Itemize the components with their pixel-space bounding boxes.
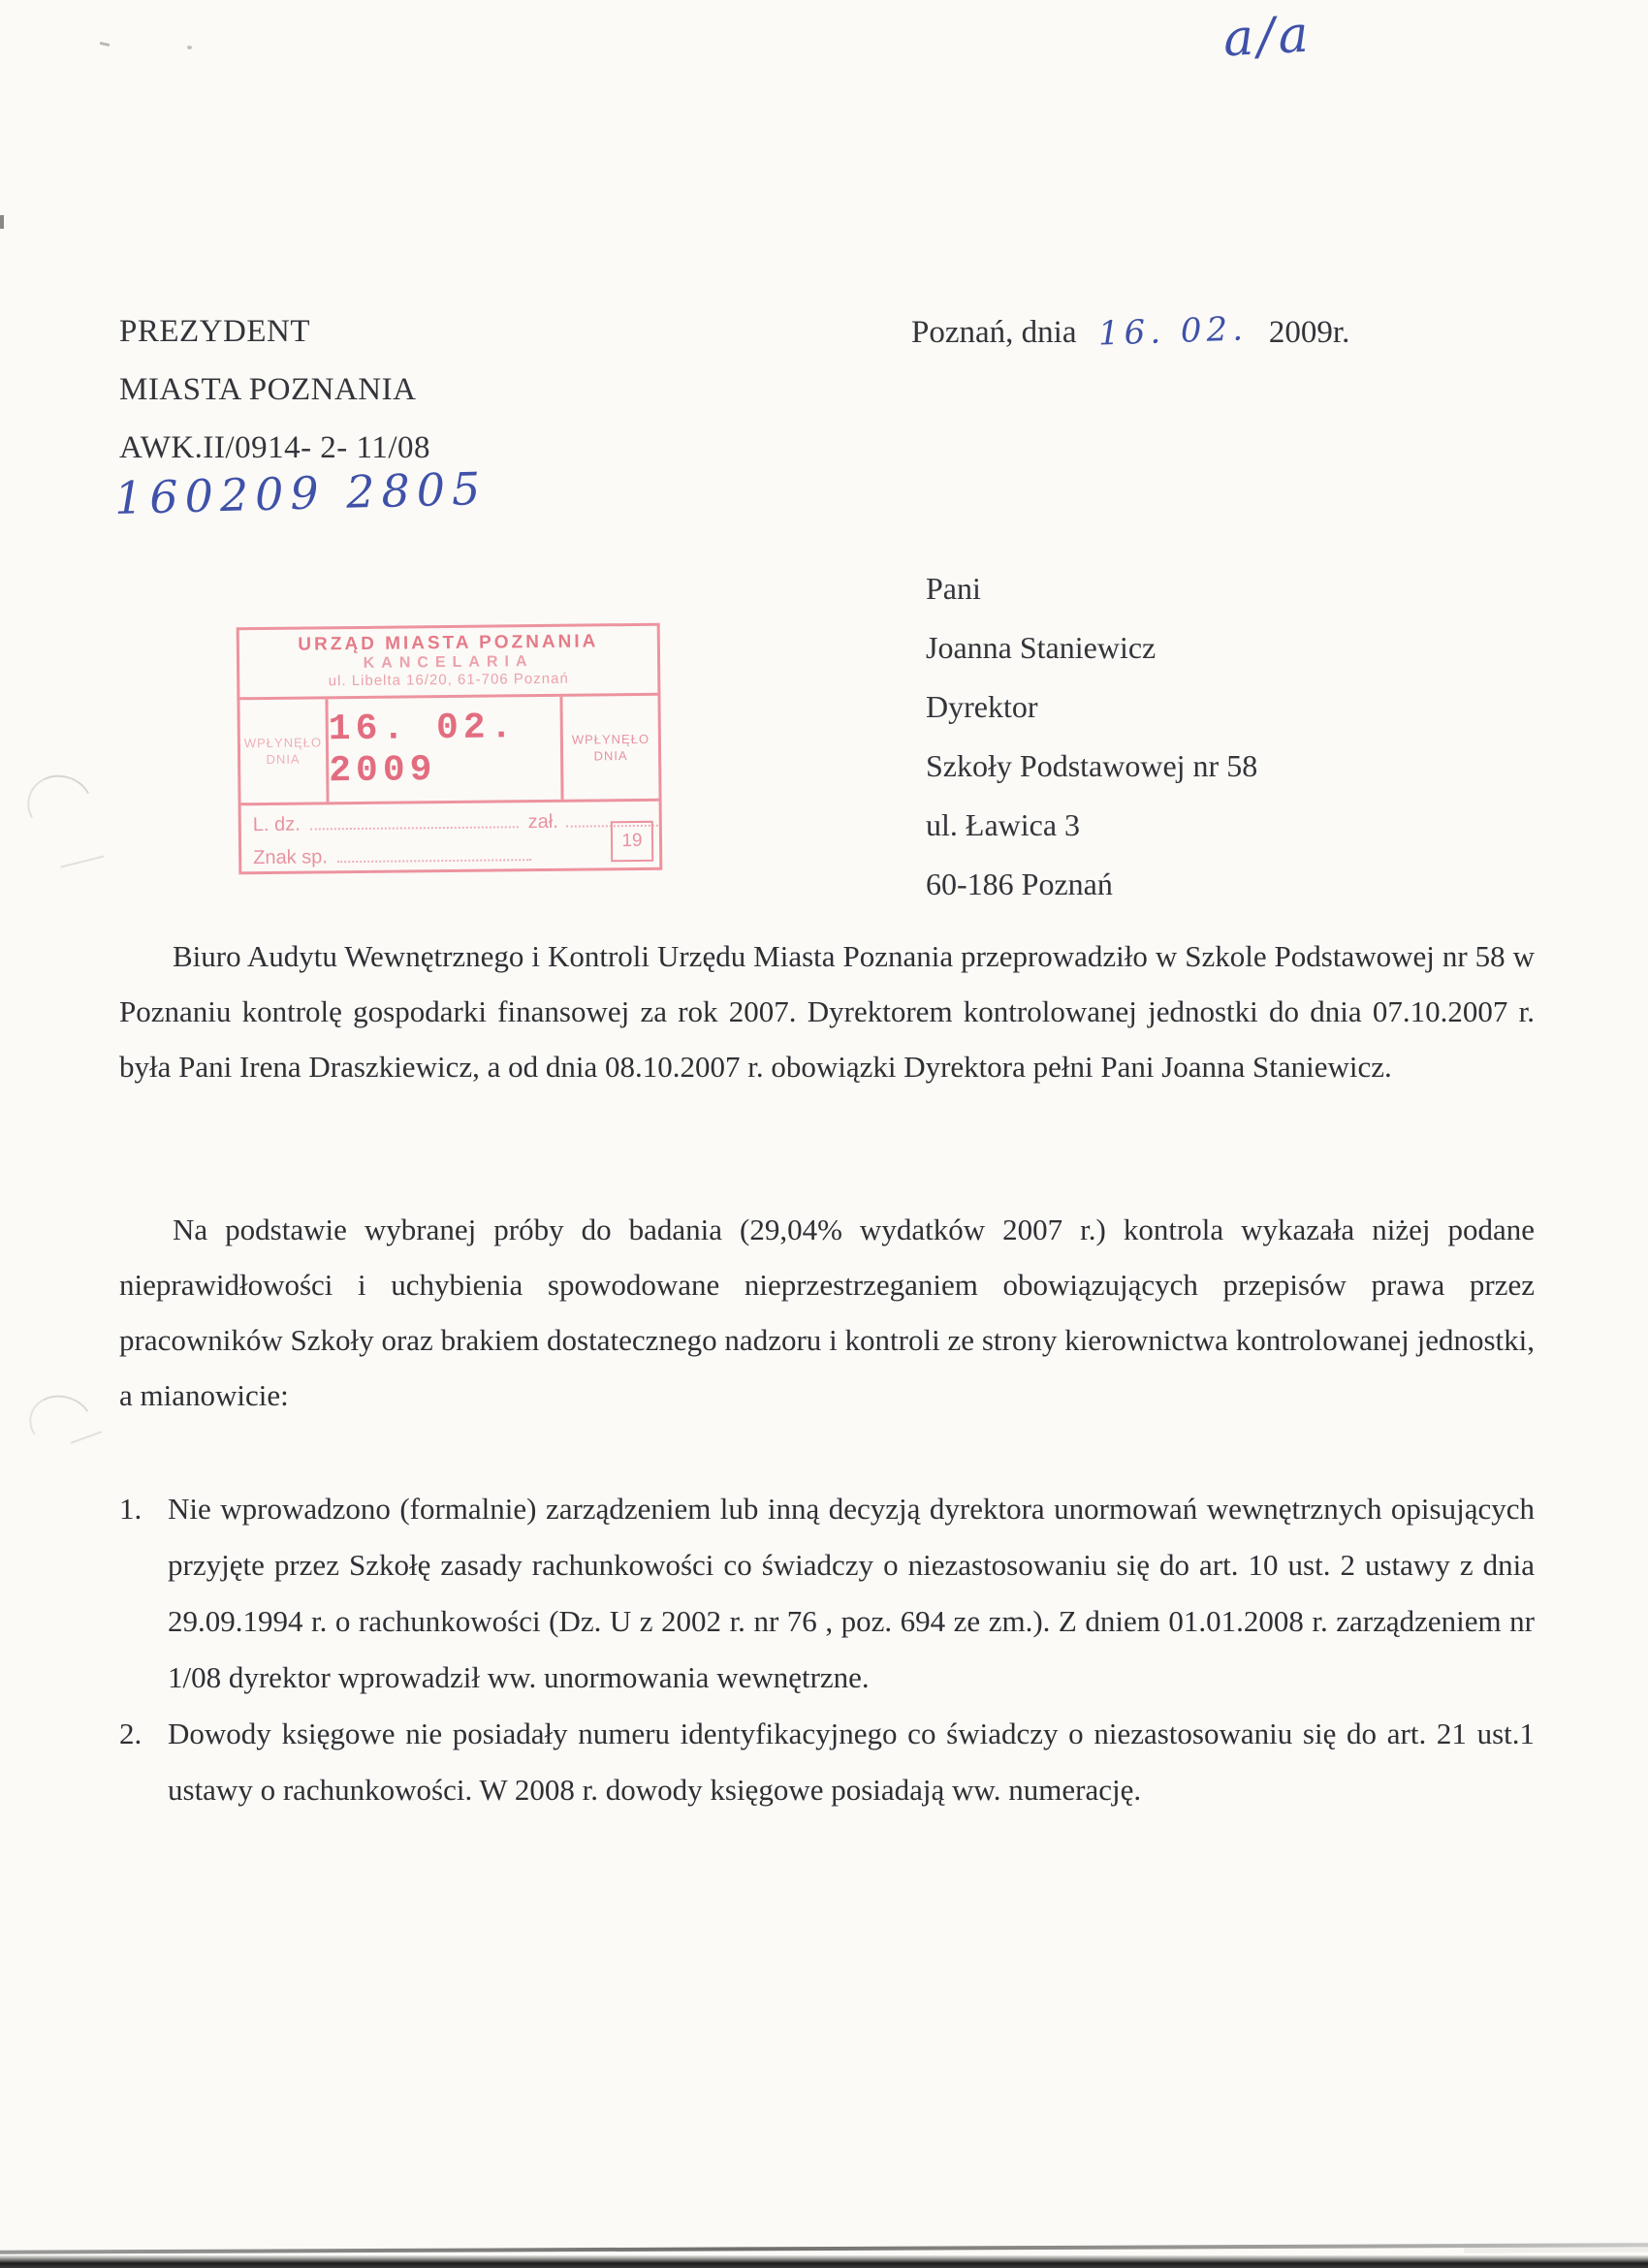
scan-page-edge	[0, 2243, 1648, 2253]
recipient-street: ul. Ławica 3	[926, 807, 1081, 842]
stamp-zal-label: zał.	[527, 810, 558, 834]
body-paragraph-2	[119, 1202, 1535, 1423]
sender-city: MIASTA POZNANIA	[119, 372, 417, 407]
stamp-blank-line	[337, 843, 531, 863]
scan-artifact	[19, 767, 101, 844]
list-item-text: Dowody księgowe nie posiadały numeru identyfikacyjnego co świadczy o niezastosowaniu się do art. 21 ust.1 ustawy o rachunkowości. W 2008 r. dowody księgowe posiadają ww. numerację.	[168, 1717, 1535, 1807]
stamp-received-date: 16. 02. 2009	[328, 707, 518, 793]
stamp-address: ul. Libelta 16/20, 61-706 Poznań	[328, 670, 569, 690]
list-item-number: 1.	[119, 1492, 143, 1526]
list-item-text: Nie wprowadzono (formalnie) zarządzeniem lub inną decyzją dyrektora unormowań wewnętrznych opisujących przyjęte przez Szkołę zasady rachunkowości co świadczy o niezastosowaniu się do art. 10 ust. 2 ustawy z dnia 29.09.1994 r. o rachunkowości (Dz. U z 2002 r. nr 76 , poz. 694 ze zm.). Z dniem 01.01.2008 r. zarządzeniem nr 1/08 dyrektor wprowadził ww. unormowania wewnętrzne.	[168, 1492, 1535, 1694]
scan-artifact	[100, 42, 110, 47]
stamp-department: KANCELARIA	[363, 653, 534, 672]
recipient-salutation: Pani	[926, 571, 981, 606]
paragraph-text: Na podstawie wybranej próby do badania (29,04% wydatków 2007 r.) kontrola wykazała niżej podane nieprawidłowości i uchybienia spowodowane nieprzestrzeganiem obowiązujących przepisów prawa przez pracowników Szkoły oraz brakiem dostatecznego nadzoru i kontroli ze strony kierownictwa kontrolowanej jednostki, a mianowicie:	[119, 1213, 1535, 1412]
scan-artifact	[23, 1388, 99, 1457]
sender-title: PREZYDENT	[119, 314, 310, 349]
recipient-institution: Szkoły Podstawowej nr 58	[926, 748, 1258, 783]
sender-reference-number: AWK.II/0914- 2- 11/08	[119, 430, 430, 465]
dateline-suffix: 2009r.	[1268, 315, 1350, 350]
stamp-blank-line	[310, 810, 519, 830]
stamp-ldz-label: L. dz.	[252, 813, 301, 836]
stamp-received-label-left: WPŁYNĘŁO DNIA	[239, 699, 329, 803]
paragraph-text: Biuro Audytu Wewnętrznego i Kontroli Urzędu Miasta Poznania przeprowadziło w Szkole Podstawowej nr 58 w Poznaniu kontrolę gospodarki finansowej za rok 2007. Dyrektorem kontrolowanej jednostki do dnia 07.10.2007 r. była Pani Irena Draszkiewicz, a od dnia 08.10.2007 r. obowiązki Dyrektora pełni Pani Joanna Staniewicz.	[119, 939, 1535, 1084]
sender-block	[119, 302, 430, 477]
stamp-znak-row	[253, 842, 650, 869]
scan-page-edge	[0, 2255, 1648, 2268]
list-item	[119, 1481, 1535, 1706]
recipient-name: Joanna Staniewicz	[926, 630, 1157, 665]
stamp-header	[239, 626, 658, 701]
recipient-city: 60-186 Poznań	[926, 866, 1113, 901]
stamp-ldz-row	[253, 809, 650, 836]
scan-artifact	[60, 855, 104, 867]
stamp-znak-label: Znak sp.	[253, 846, 328, 869]
handwritten-aa-annotation: a/a	[1221, 5, 1315, 69]
dateline	[911, 309, 1350, 354]
handwritten-date: 16. 02.	[1097, 309, 1249, 354]
findings-list	[119, 1481, 1535, 1818]
list-item	[119, 1706, 1535, 1818]
recipient-block	[926, 559, 1257, 914]
stamp-middle-row	[239, 696, 658, 806]
handwritten-registry-number: 160209 2805	[113, 461, 488, 525]
scan-artifact	[187, 46, 192, 49]
body-paragraph-1	[119, 929, 1535, 1094]
recipient-title: Dyrektor	[926, 689, 1038, 724]
stamp-received-label-right: WPŁYNĘŁO DNIA	[559, 696, 658, 800]
dateline-prefix: Poznań, dnia	[911, 315, 1077, 350]
stamp-bottom-section	[241, 802, 660, 870]
list-item-number: 2.	[119, 1717, 143, 1750]
stamp-office-name: URZĄD MIASTA POZNANIA	[298, 631, 599, 655]
office-receipt-stamp	[237, 623, 663, 875]
stamp-number-box: 19	[611, 821, 653, 862]
scan-artifact	[0, 215, 4, 229]
